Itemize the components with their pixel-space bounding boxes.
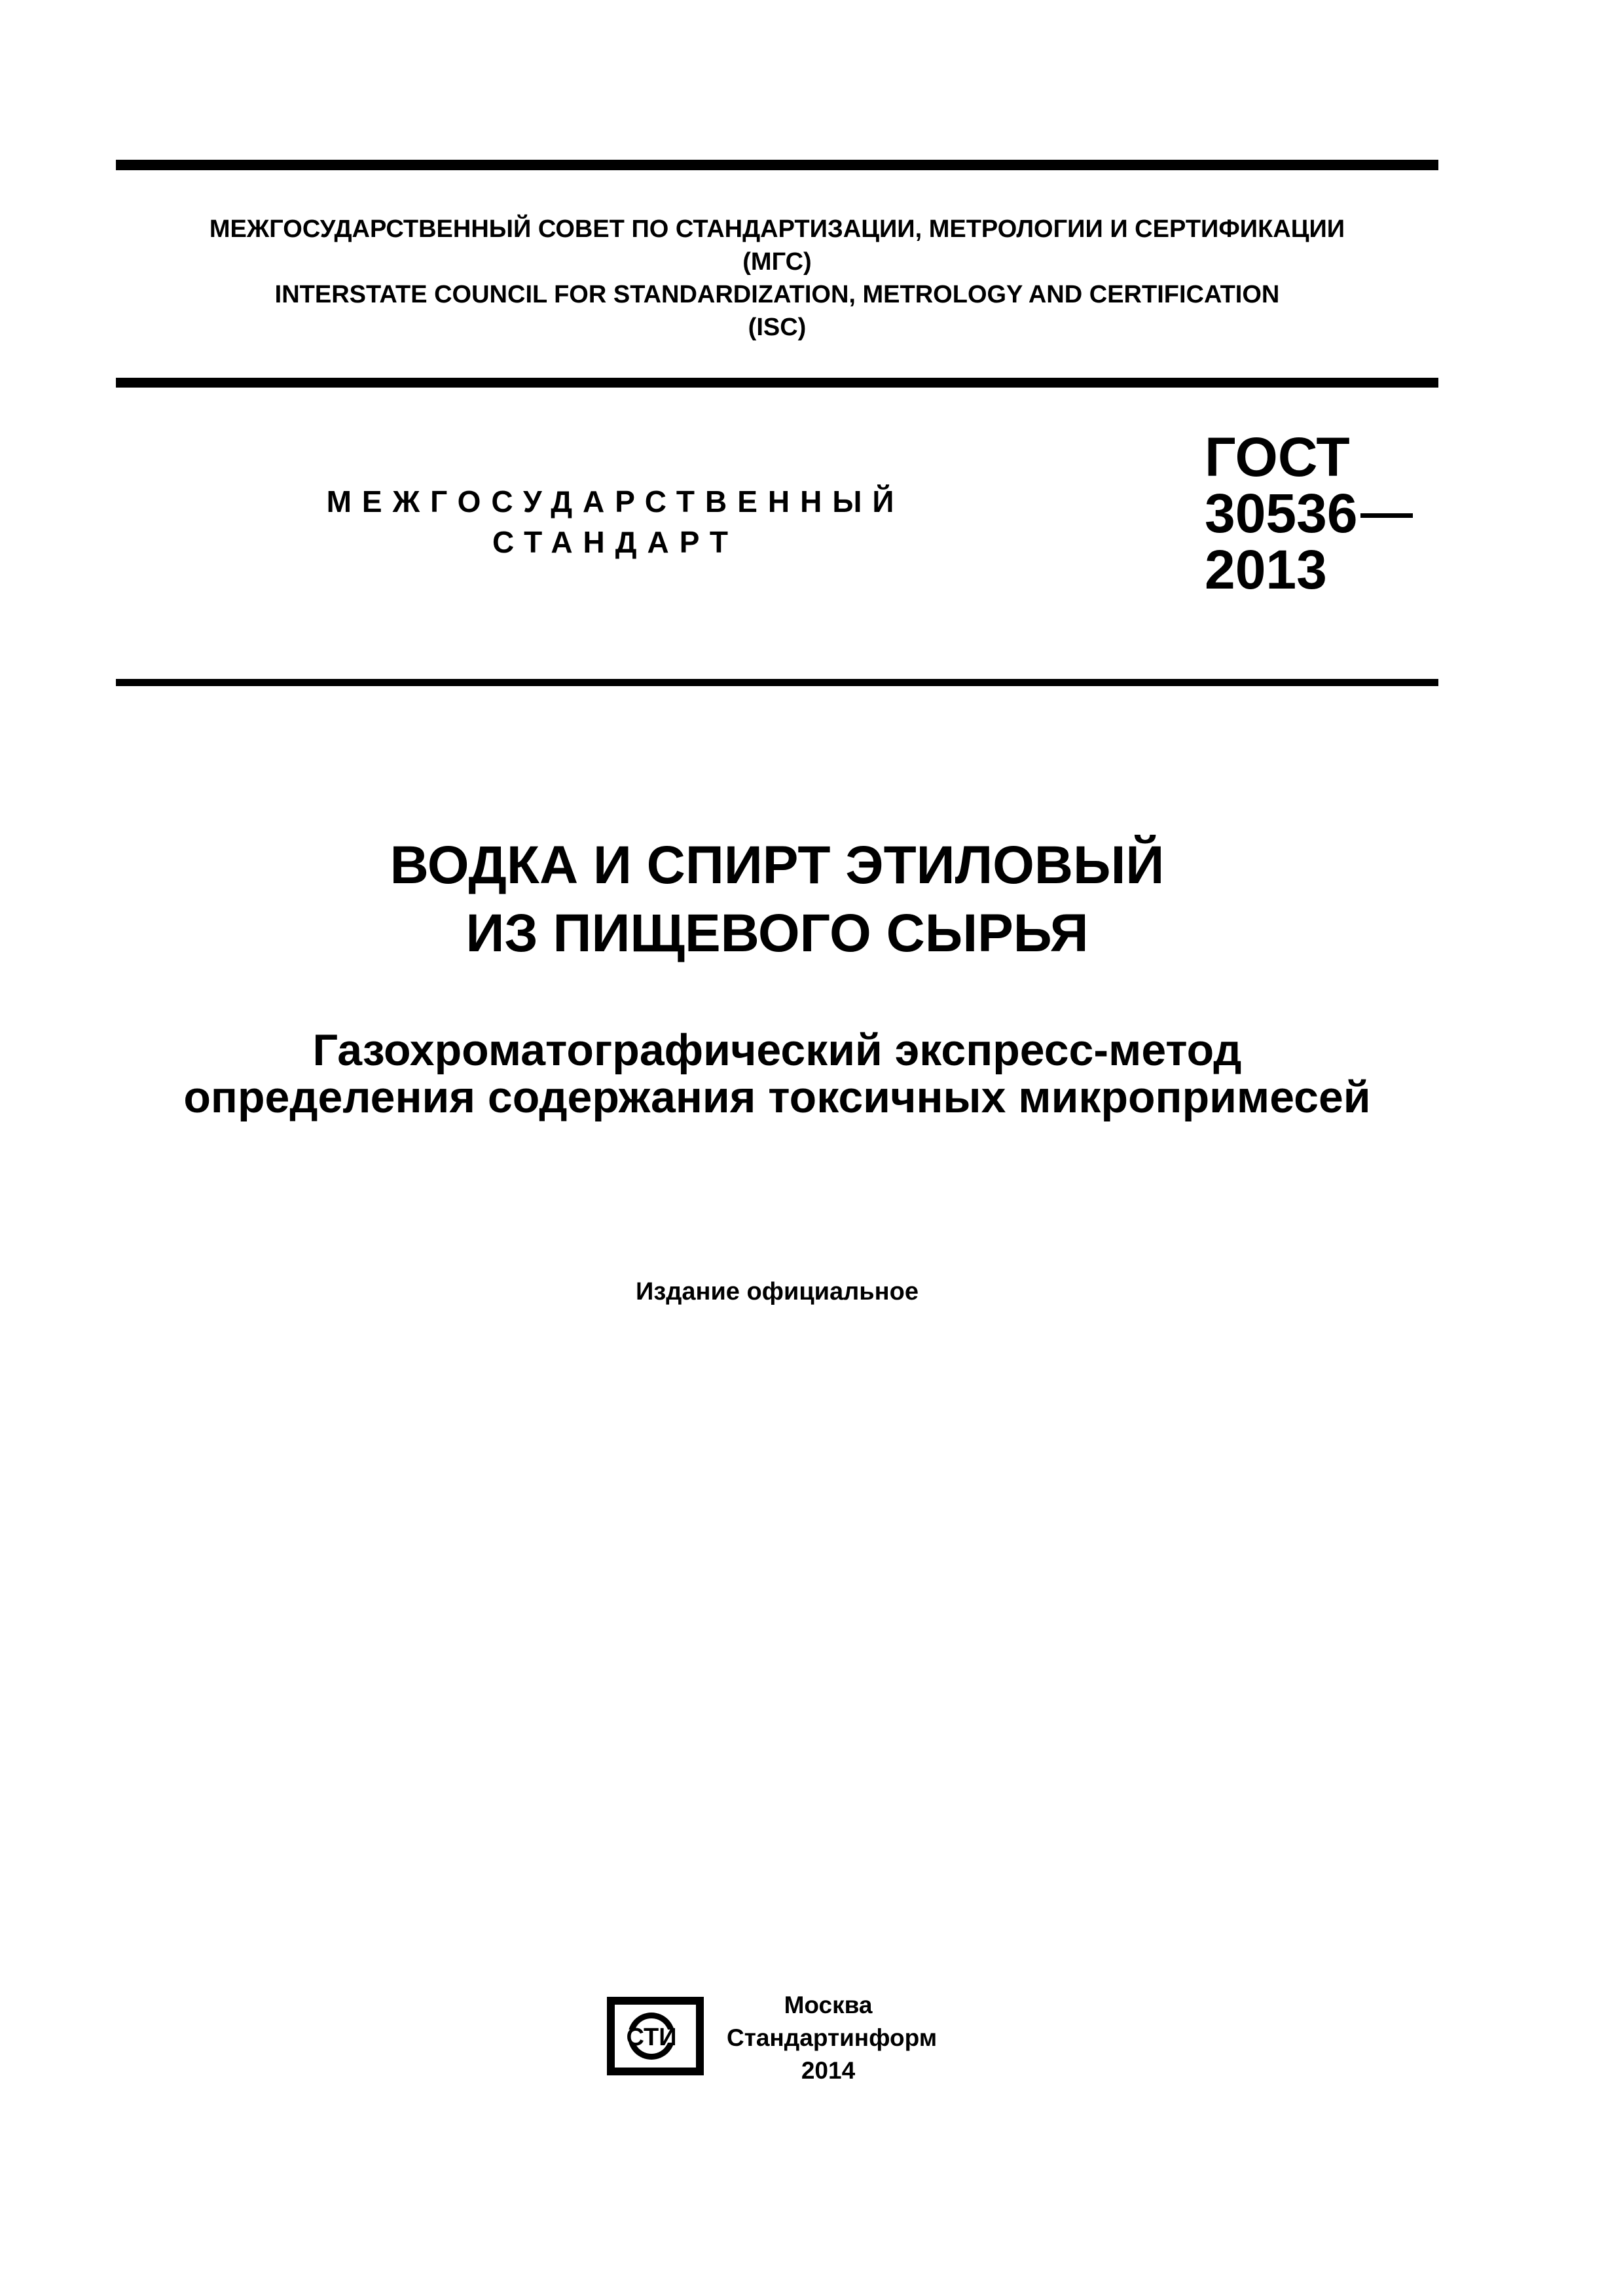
subtitle-line2: определения содержания токсичных микропримесей: [183, 1072, 1371, 1122]
gost-number: 30536: [1205, 483, 1358, 544]
council-header: [116, 213, 1438, 344]
top-rule: [116, 160, 1438, 170]
council-name-en: INTERSTATE COUNCIL FOR STANDARDIZATION, METROLOGY AND CERTIFICATION: [274, 281, 1280, 308]
gost-dash: [1360, 513, 1413, 518]
title-line2: ИЗ ПИЩЕВОГО СЫРЬЯ: [465, 903, 1089, 963]
gost-year: 2013: [1205, 539, 1327, 600]
standard-type-line2: СТАНДАРТ: [492, 525, 739, 559]
council-abbr-en: (ISC): [748, 314, 807, 341]
gost-number-line: [1205, 483, 1413, 544]
council-abbr-ru: (МГС): [742, 248, 812, 276]
title-line1: ВОДКА И СПИРТ ЭТИЛОВЫЙ: [390, 835, 1165, 895]
logo-letters: СТИ: [626, 2024, 677, 2051]
council-name-ru: МЕЖГОСУДАРСТВЕННЫЙ СОВЕТ ПО СТАНДАРТИЗАЦИИ, МЕТРОЛОГИИ И СЕРТИФИКАЦИИ: [209, 215, 1345, 243]
standard-type: [275, 481, 956, 562]
document-title: [116, 831, 1438, 968]
gost-prefix: ГОСТ: [1205, 426, 1350, 488]
publisher-city: Москва: [784, 1992, 873, 2018]
gost-designation: [1205, 426, 1413, 600]
publisher-year: 2014: [801, 2057, 856, 2084]
edition-label: Издание официальное: [636, 1278, 919, 1305]
standartinform-logo-icon: [606, 1995, 705, 2077]
publisher-block: [727, 1989, 938, 2087]
bottom-rule: [116, 679, 1438, 686]
standard-type-line1: МЕЖГОСУДАРСТВЕННЫЙ: [326, 484, 905, 519]
publisher-name: Стандартинформ: [727, 2024, 938, 2051]
middle-rule: [116, 378, 1438, 388]
subtitle-line1: Газохроматографический экспресс-метод: [312, 1025, 1242, 1075]
document-subtitle: [116, 1027, 1438, 1121]
